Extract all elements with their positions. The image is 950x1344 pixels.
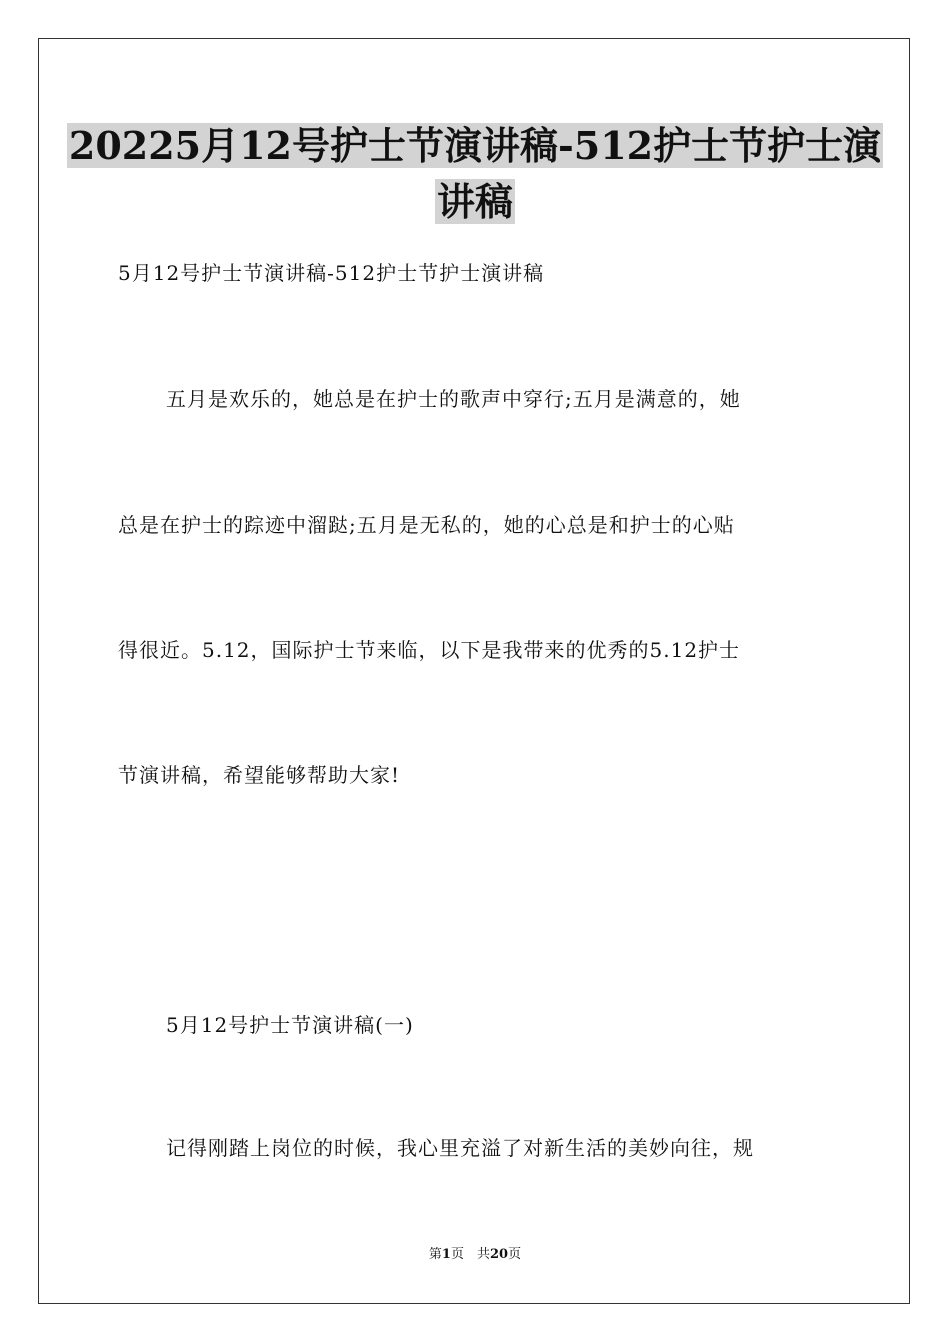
footer-page-mid: 页 共 (450, 1247, 490, 1262)
document-subtitle: 5月12号护士节演讲稿-512护士节护士演讲稿 (118, 261, 545, 285)
paragraph-line: 得很近。5.12，国际护士节来临，以下是我带来的优秀的5.12护士 (118, 638, 741, 662)
document-title-line-1: 20225月12号护士节演讲稿-512护士节护士演 (68, 123, 882, 168)
paragraph-line: 节演讲稿，希望能够帮助大家! (118, 763, 401, 787)
paragraph-line: 总是在护士的踪迹中溜跶;五月是无私的，她的心总是和护士的心贴 (118, 513, 735, 537)
footer-page-suffix: 页 (508, 1247, 522, 1262)
document-title (60, 118, 890, 230)
paragraph-line: 记得刚踏上岗位的时候，我心里充溢了对新生活的美妙向往，规 (166, 1136, 754, 1160)
page-footer (0, 1246, 950, 1264)
section-heading: 5月12号护士节演讲稿(一) (166, 1013, 414, 1037)
footer-page-current: 1 (441, 1247, 451, 1262)
paragraph-line: 五月是欢乐的，她总是在护士的歌声中穿行;五月是满意的，她 (166, 387, 741, 411)
document-title-line-2: 讲稿 (436, 179, 513, 224)
footer-page-prefix: 第 (428, 1247, 442, 1262)
footer-page-total: 20 (489, 1247, 509, 1262)
